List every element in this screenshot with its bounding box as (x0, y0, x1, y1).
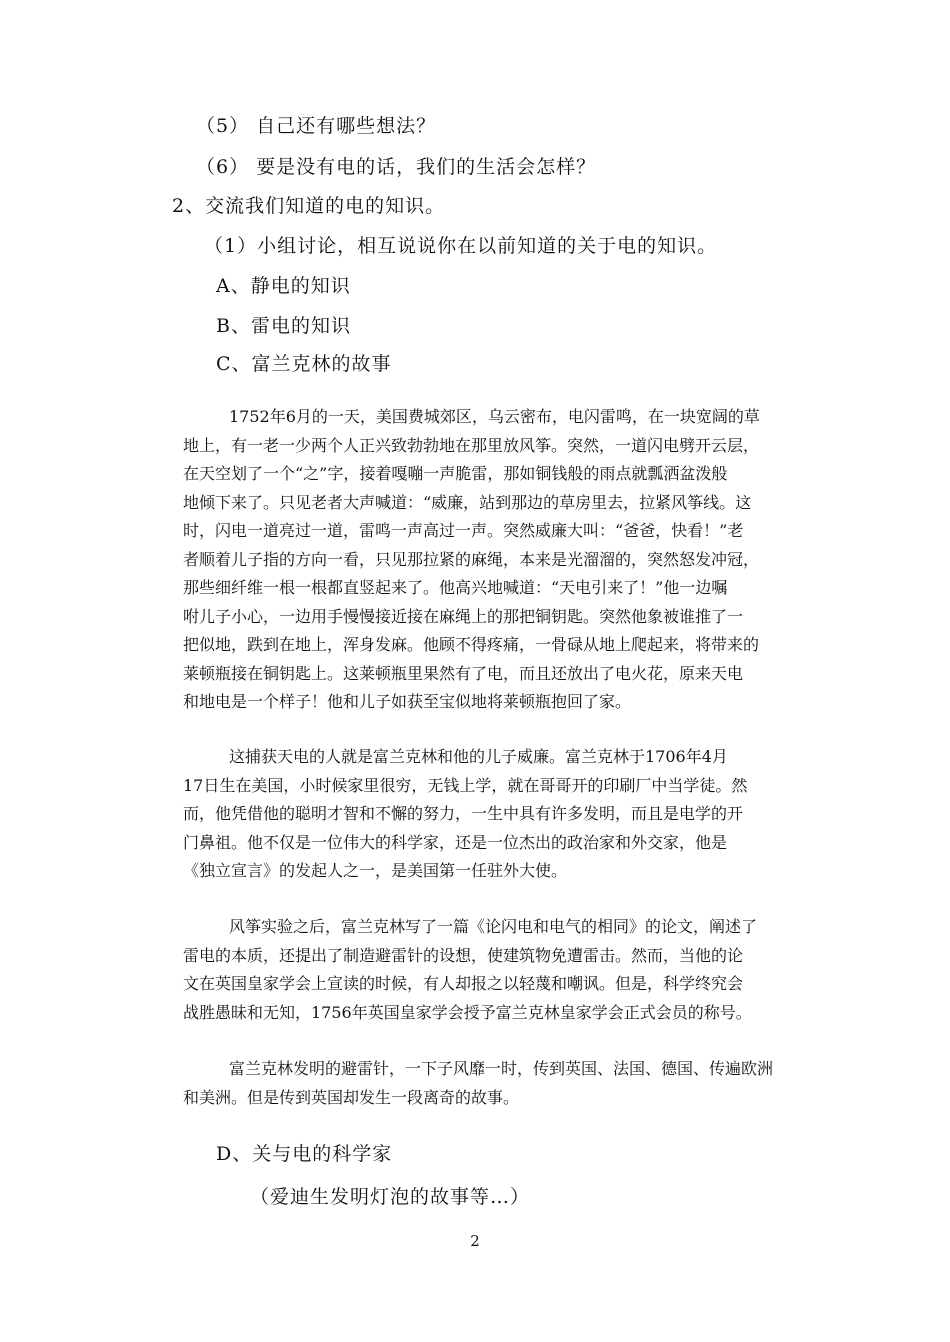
item-c: C、富兰克林的故事 (216, 353, 392, 375)
discussion-prompt: （1）小组讨论，相互说说你在以前知道的关于电的知识。 (204, 235, 718, 257)
text-line: 雷电的本质，还提出了制造避雷针的设想，使建筑物免遭雷击。然而，当他的论 (183, 945, 744, 965)
text-line: 门鼻祖。他不仅是一位伟大的科学家，还是一位杰出的政治家和外交家，他是 (183, 832, 728, 852)
question-6: （6） 要是没有电的话，我们的生活会怎样？ (196, 156, 597, 178)
text-line: 《独立宣言》的发起人之一，是美国第一任驻外大使。 (183, 861, 568, 880)
text-line: 战胜愚昧和无知，1756年英国皇家学会授予富兰克林皇家学会正式会员的称号。 (183, 1002, 752, 1022)
text-line: 咐儿子小心，一边用手慢慢接近接在麻绳上的那把铜钥匙。突然他象被谁推了一 (183, 606, 744, 626)
text-line: 地上，有一老一少两个人正兴致勃勃地在那里放风筝。突然，一道闪电劈开云层， (183, 435, 760, 455)
section-2-heading: 2、交流我们知道的电的知识。 (172, 195, 446, 217)
question-5: （5） 自己还有哪些想法？ (196, 115, 437, 137)
item-b: B、雷电的知识 (216, 315, 351, 337)
text-line: 那些细纤维一根一根都直竖起来了。他高兴地喊道：“天电引来了！”他一边嘱 (183, 578, 728, 597)
page-number: 2 (470, 1232, 480, 1250)
text-line: 时，闪电一道亮过一道，雷鸣一声高过一声。突然威廉大叫：“爸爸，快看！”老 (183, 521, 744, 540)
text-line: 17日生在美国，小时候家里很穷，无钱上学，就在哥哥开的印刷厂中当学徒。然 (183, 775, 748, 795)
text-line: 把似地，跌到在地上，浑身发麻。他顾不得疼痛，一骨碌从地上爬起来，将带来的 (183, 635, 760, 654)
text-line: 文在英国皇家学会上宣读的时候，有人却报之以轻蔑和嘲讽。但是，科学终究会 (183, 974, 744, 993)
text-line: 在天空划了一个“之”字，接着嘎嘣一声脆雷，那如铜钱般的雨点就瓢洒盆泼般 (183, 464, 728, 483)
item-a: A、静电的知识 (216, 275, 351, 297)
text-line: 1752年6月的一天，美国费城郊区，乌云密布，电闪雷鸣，在一块宽阔的草 (229, 407, 760, 426)
text-line: 风筝实验之后，富兰克林写了一篇《论闪电和电气的相同》的论文，阐述了 (229, 917, 758, 936)
story-paragraph-1 (183, 403, 851, 717)
text-line: 这捕获天电的人就是富兰克林和他的儿子威廉。富兰克林于1706年4月 (229, 747, 728, 766)
text-line: 和美洲。但是传到英国却发生一段离奇的故事。 (183, 1087, 520, 1107)
text-line: 者顺着儿子指的方向一看，只见那拉紧的麻绳，本来是光溜溜的，突然怒发冲冠， (183, 549, 760, 569)
story-paragraph-4 (183, 1055, 851, 1112)
text-line: 富兰克林发明的避雷针，一下子风靡一时，传到英国、法国、德国、传遍欧洲 (229, 1059, 774, 1078)
text-line: 莱顿瓶接在铜钥匙上。这莱顿瓶里果然有了电，而且还放出了电火花，原来天电 (183, 663, 744, 683)
item-d-note: （爱迪生发明灯泡的故事等…） (250, 1186, 531, 1208)
item-d: D、关与电的科学家 (216, 1143, 393, 1165)
text-line: 和地电是一个样子！他和儿子如获至宝似地将莱顿瓶抱回了家。 (183, 692, 632, 711)
story-paragraph-3 (183, 913, 851, 1027)
text-line: 而，他凭借他的聪明才智和不懈的努力，一生中具有许多发明，而且是电学的开 (183, 804, 744, 823)
story-paragraph-2 (183, 743, 851, 886)
text-line: 地倾下来了。只见老者大声喊道：“威廉，站到那边的草房里去，拉紧风筝线。这 (183, 492, 752, 512)
